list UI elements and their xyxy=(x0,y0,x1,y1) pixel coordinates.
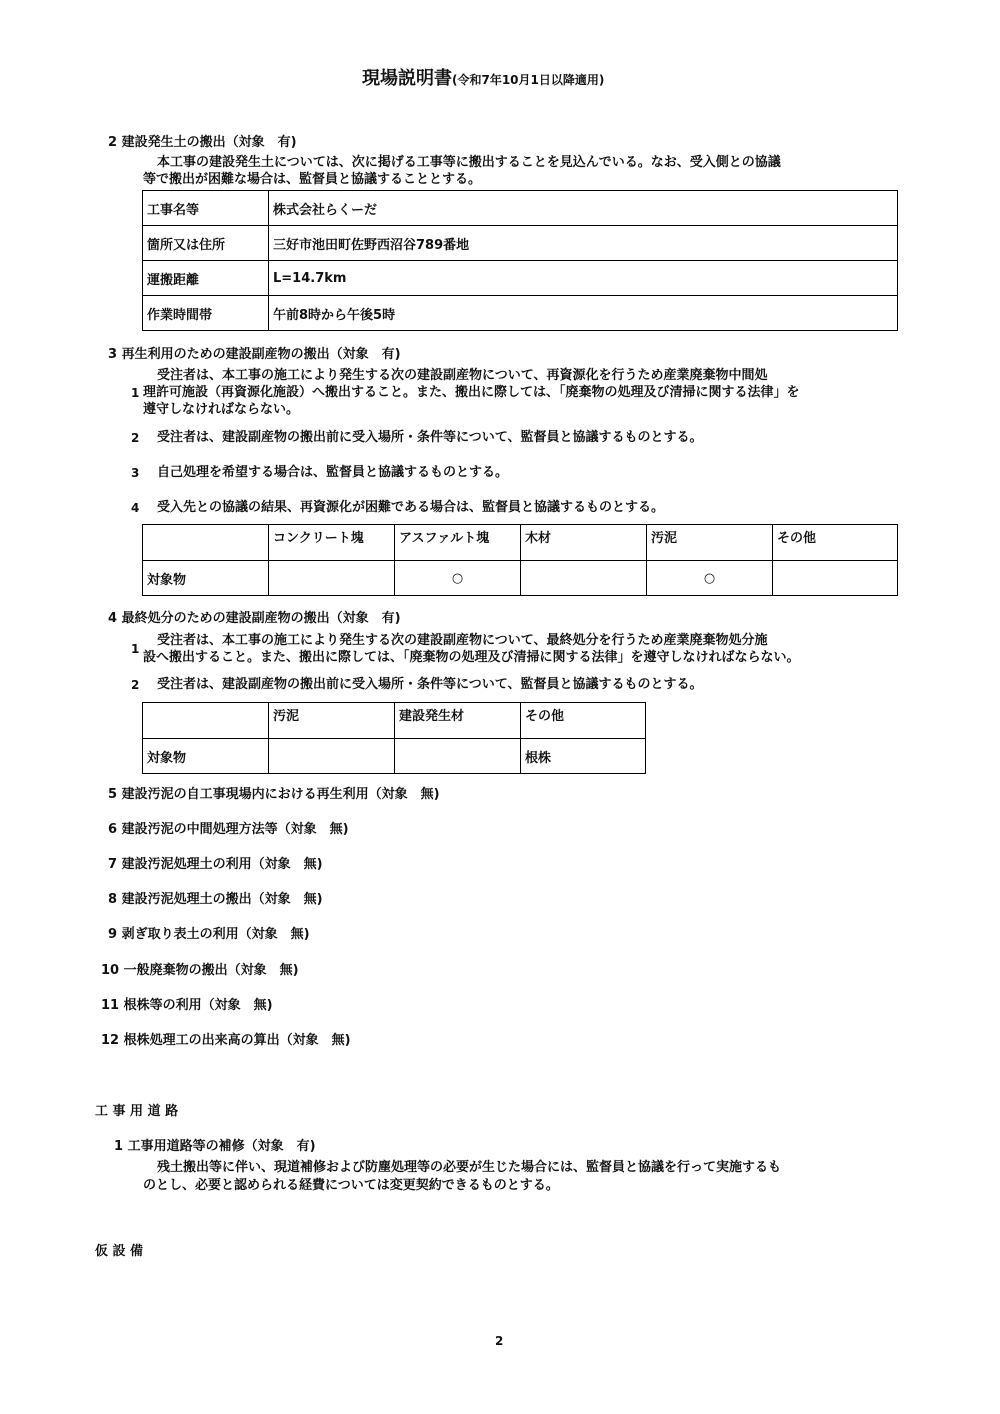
section-3-item2-text: 受注者は、建設副産物の搬出前に受入場所・条件等について、監督員と協議するものとする。 xyxy=(157,430,703,445)
page-number: 2 xyxy=(495,1334,504,1348)
section-2-heading: 2 建設発生土の搬出（対象 有) xyxy=(108,135,297,150)
section-4-item1-number: 1 xyxy=(131,642,140,656)
section-3-item2-number: 2 xyxy=(131,431,140,445)
site-label-cell: 箇所又は住所 xyxy=(143,226,269,261)
table-row xyxy=(143,191,898,226)
site-value-cell: 株式会社らくーだ xyxy=(269,191,898,226)
header-cell xyxy=(143,703,269,739)
section-3-heading: 3 再生利用のための建設副産物の搬出（対象 有) xyxy=(108,347,401,362)
section-3-item1-number: 1 xyxy=(131,386,140,400)
section-8-heading: 8 建設汚泥処理土の搬出（対象 無) xyxy=(108,892,323,907)
site-value-cell: 午前8時から午後5時 xyxy=(269,296,898,331)
site-label-cell: 工事名等 xyxy=(143,191,269,226)
header-cell: コンクリート塊 xyxy=(269,525,395,561)
section-3-item4-text: 受入先との協議の結果、再資源化が困難である場合は、監督員と協議するものとする。 xyxy=(157,500,665,515)
title-subtitle: (令和7年10月1日以降適用) xyxy=(452,73,605,87)
row-label-cell: 対象物 xyxy=(143,561,269,596)
section-9-heading: 9 剥ぎ取り表土の利用（対象 無) xyxy=(108,927,310,942)
table-row xyxy=(143,561,898,596)
section-4-item2-text: 受注者は、建設副産物の搬出前に受入場所・条件等について、監督員と協議するものとする。 xyxy=(157,677,703,692)
table-header-row xyxy=(143,525,898,561)
section-4-heading: 4 最終処分のための建設副産物の搬出（対象 有) xyxy=(108,611,401,626)
disposal-site-table xyxy=(142,190,898,331)
table-row xyxy=(143,261,898,296)
header-cell xyxy=(143,525,269,561)
section-2-para-line2: 等で搬出が困難な場合は、監督員と協議することとする。 xyxy=(143,172,482,187)
road-para-line2: のとし、必要と認められる経費については変更契約できるものとする。 xyxy=(143,1178,559,1193)
table-row xyxy=(143,226,898,261)
value-cell xyxy=(269,739,395,774)
section-3-item4-number: 4 xyxy=(131,501,140,515)
temporary-facilities-heading: 仮 設 備 xyxy=(95,1244,144,1259)
section-3-item1-line3: 遵守しなければならない。 xyxy=(143,402,300,417)
header-cell: 汚泥 xyxy=(269,703,395,739)
section-11-heading: 11 根株等の利用（対象 無) xyxy=(101,998,273,1013)
table-row xyxy=(143,296,898,331)
table-row xyxy=(143,739,646,774)
value-cell: ○ xyxy=(395,561,521,596)
recycling-byproduct-table xyxy=(142,524,898,596)
section-3-item1-line2: 理許可施設（再資源化施設）へ搬出すること。また、搬出に際しては、「廃棄物の処理及び清掃に関する法律」を xyxy=(143,385,800,400)
site-label-cell: 運搬距離 xyxy=(143,261,269,296)
road-subsection-heading: 1 工事用道路等の補修（対象 有) xyxy=(114,1139,316,1154)
table-header-row xyxy=(143,703,646,739)
section-12-heading: 12 根株処理工の出来高の算出（対象 無) xyxy=(101,1033,351,1048)
page-title xyxy=(362,64,604,90)
section-3-item3-number: 3 xyxy=(131,466,140,480)
title-main: 現場説明書 xyxy=(362,68,452,89)
header-cell: 木材 xyxy=(521,525,647,561)
row-label-cell: 対象物 xyxy=(143,739,269,774)
site-value-cell: L=14.7km xyxy=(269,261,898,296)
header-cell: アスファルト塊 xyxy=(395,525,521,561)
value-cell: ○ xyxy=(647,561,773,596)
section-3-item3-text: 自己処理を希望する場合は、監督員と協議するものとする。 xyxy=(157,465,509,480)
value-cell: 根株 xyxy=(521,739,646,774)
section-2-para-line1: 本工事の建設発生土については、次に掲げる工事等に搬出することを見込んでいる。なお、受入側との協議 xyxy=(157,155,781,170)
section-6-heading: 6 建設汚泥の中間処理方法等（対象 無) xyxy=(108,822,349,837)
road-para-line1: 残土搬出等に伴い、現道補修および防塵処理等の必要が生じた場合には、監督員と協議を行って実施するも xyxy=(157,1160,782,1175)
site-label-cell: 作業時間帯 xyxy=(143,296,269,331)
header-cell: その他 xyxy=(521,703,646,739)
header-cell: 汚泥 xyxy=(647,525,773,561)
section-10-heading: 10 一般廃棄物の搬出（対象 無) xyxy=(101,963,299,978)
value-cell xyxy=(773,561,898,596)
road-section-heading: 工 事 用 道 路 xyxy=(95,1104,179,1119)
section-7-heading: 7 建設汚泥処理土の利用（対象 無) xyxy=(108,857,323,872)
value-cell xyxy=(521,561,647,596)
section-4-item2-number: 2 xyxy=(131,678,140,692)
header-cell: その他 xyxy=(773,525,898,561)
final-disposal-table xyxy=(142,702,646,774)
header-cell: 建設発生材 xyxy=(395,703,521,739)
section-3-item1-line1: 受注者は、本工事の施工により発生する次の建設副産物について、再資源化を行うため産業廃棄物中間処 xyxy=(157,368,768,383)
section-5-heading: 5 建設汚泥の自工事現場内における再生利用（対象 無) xyxy=(108,787,440,802)
site-value-cell: 三好市池田町佐野西沼谷789番地 xyxy=(269,226,898,261)
section-4-item1-line2: 設へ搬出すること。また、搬出に際しては、「廃棄物の処理及び清掃に関する法律」を遵守しなければならない。 xyxy=(143,650,800,665)
value-cell xyxy=(395,739,521,774)
value-cell xyxy=(269,561,395,596)
section-4-item1-line1: 受注者は、本工事の施工により発生する次の建設副産物について、最終処分を行うため産業廃棄物処分施 xyxy=(157,633,768,648)
